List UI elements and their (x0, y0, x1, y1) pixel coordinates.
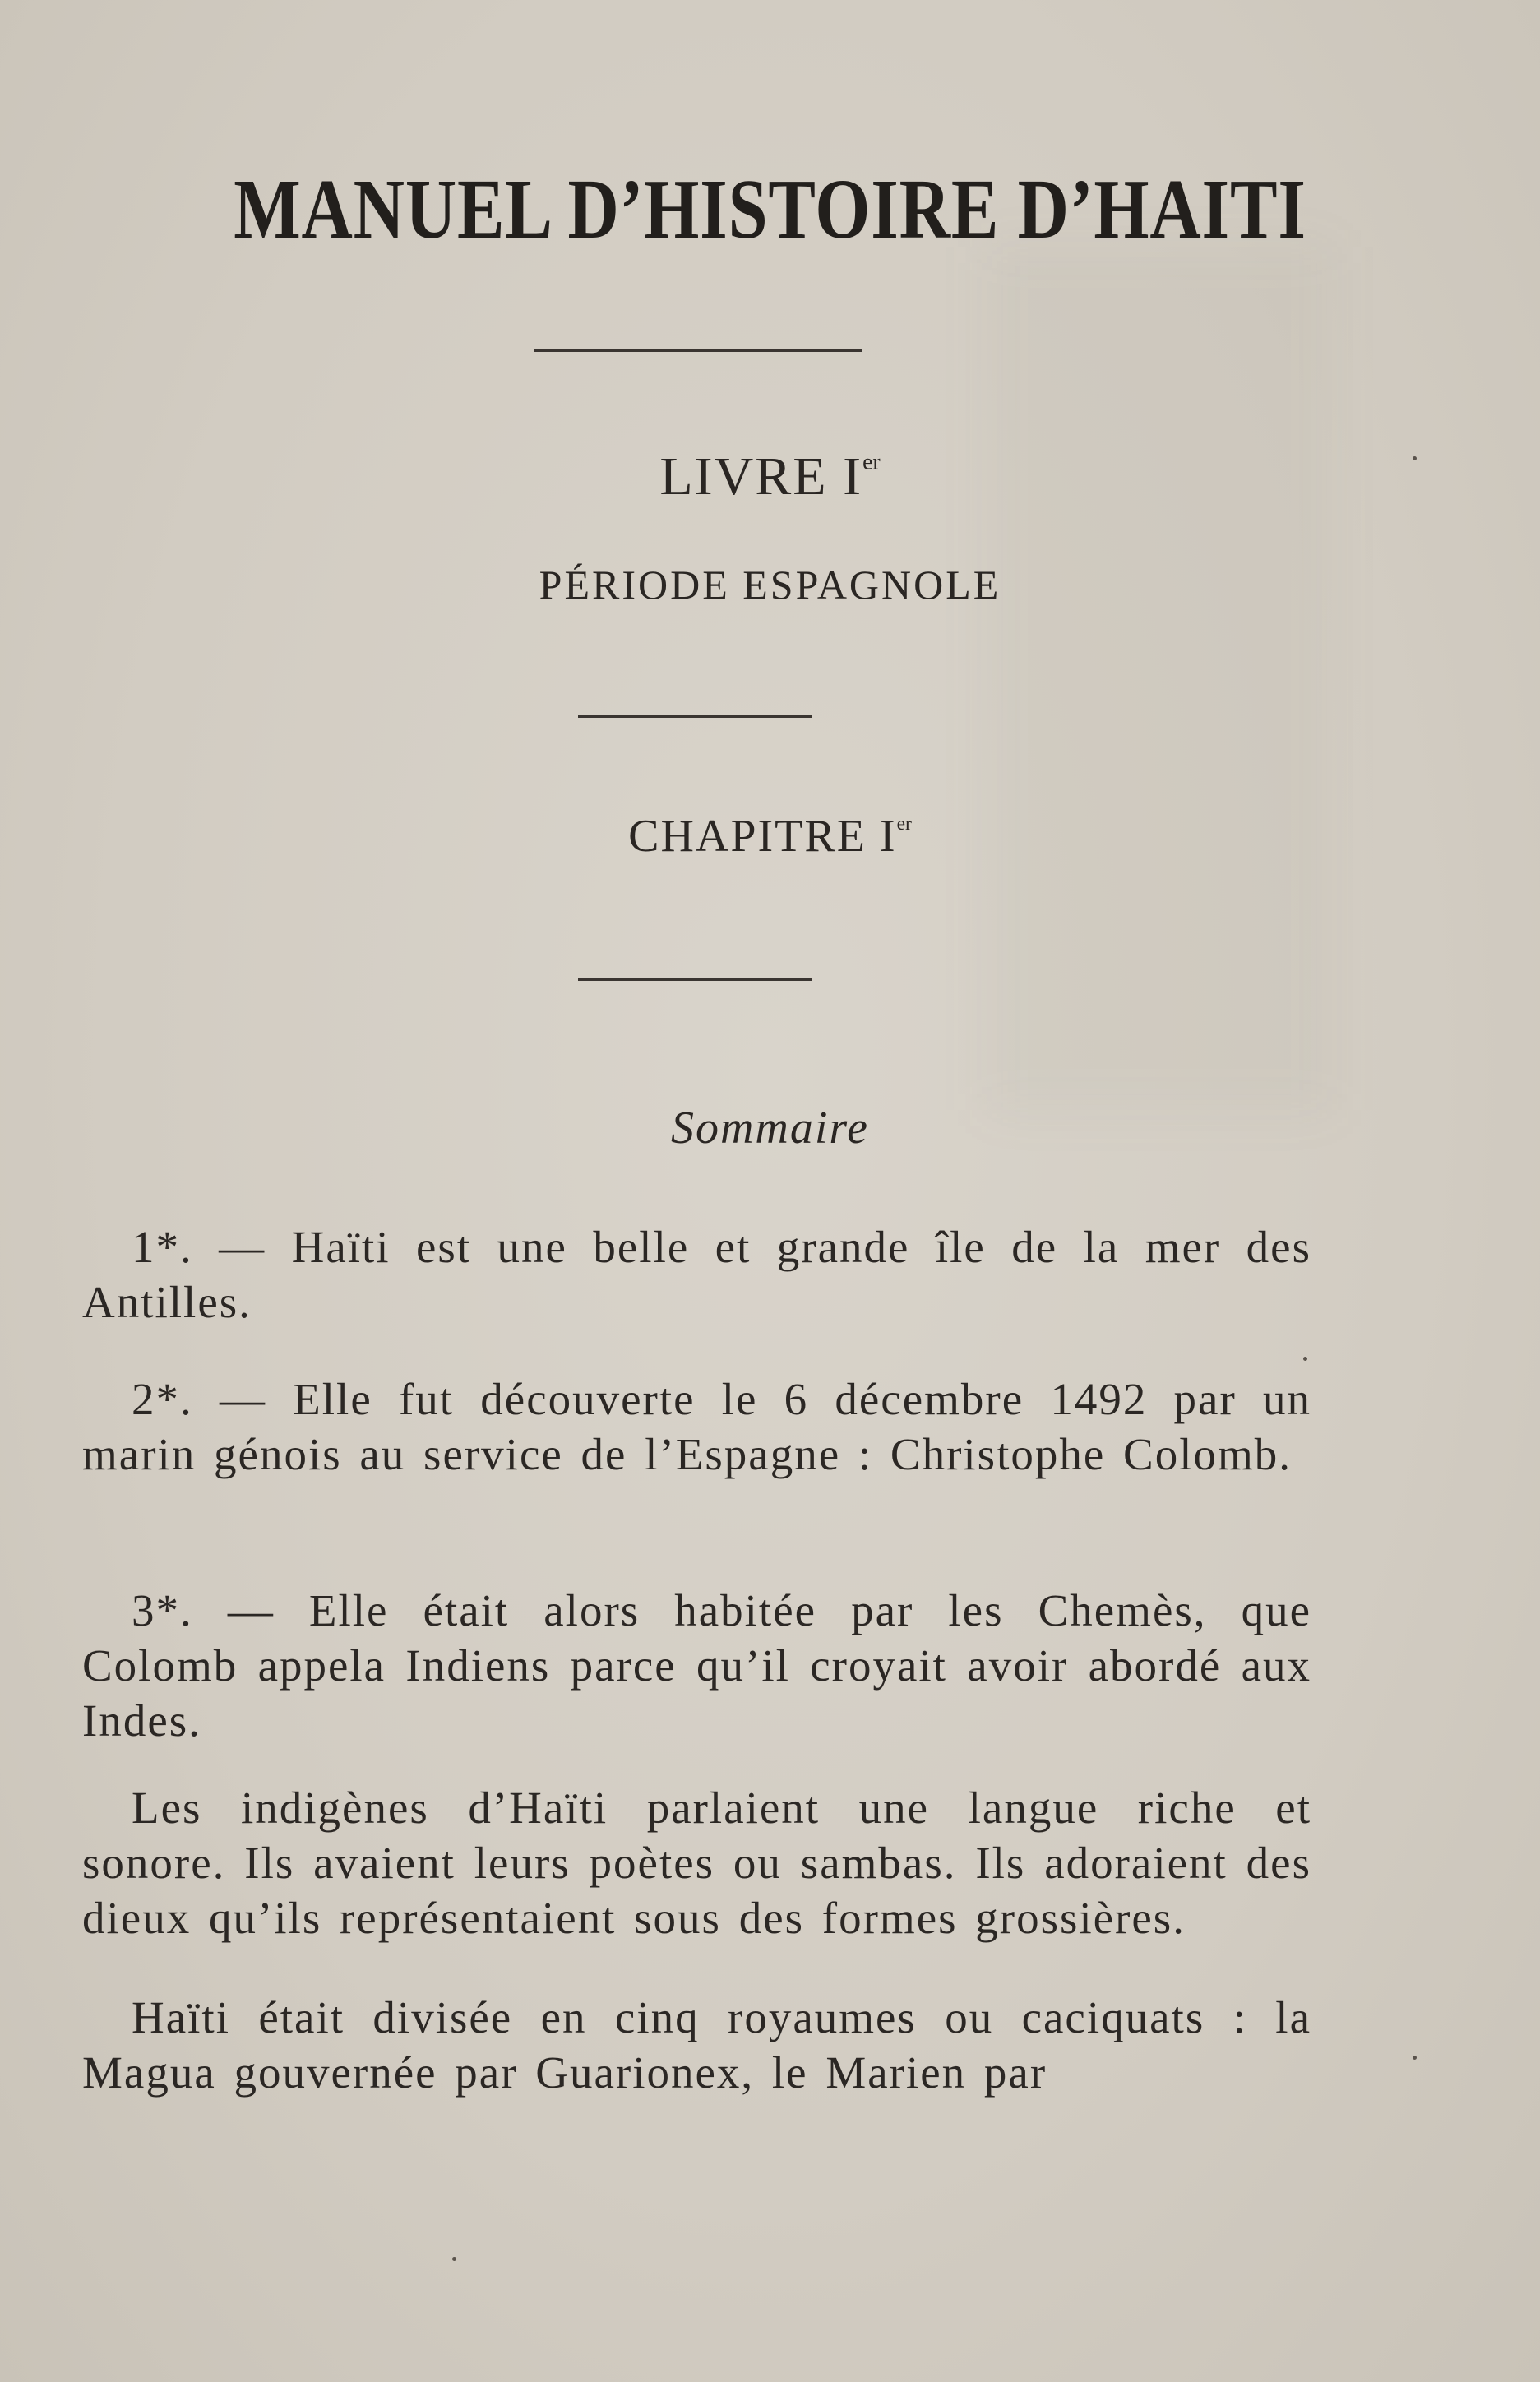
chapitre-superscript: er (896, 813, 912, 835)
periode-heading: PÉRIODE ESPAGNOLE (539, 562, 1001, 608)
paper-speck (452, 2257, 456, 2261)
paper-speck (1303, 1357, 1307, 1361)
paragraph-2-text: 2*. — Elle fut découverte le 6 décembre 1492 par un marin génois au service de l’Espagne : Christophe Colomb. (82, 1374, 1311, 1479)
paragraph-3 (82, 1583, 1311, 1748)
chapitre-label: CHAPITRE I (628, 811, 897, 862)
sommaire-heading: Sommaire (670, 1103, 869, 1154)
livre-heading (0, 446, 1540, 508)
chapitre-rule (578, 978, 812, 981)
title-rule (534, 349, 862, 352)
paragraph-5-text: Haïti était divisée en cinq royaumes ou caciquats : la Magua gouvernée par Guarionex, le Marien par (82, 1992, 1311, 2098)
paragraph-4 (82, 1780, 1311, 1945)
show-through-shadow (987, 247, 1332, 1110)
paragraph-5 (82, 1990, 1311, 2100)
paragraph-2 (82, 1371, 1311, 1482)
periode-rule (578, 715, 812, 718)
paper-speck (1413, 456, 1417, 460)
paragraph-3-text: 3*. — Elle était alors habitée par les Chemès, que Colomb appela Indiens parce qu’il croyait avoir abordé aux Indes. (82, 1585, 1311, 1746)
livre-label: LIVRE I (659, 446, 863, 506)
paragraph-1-text: 1*. — Haïti est une belle et grande île de la mer des Antilles. (82, 1222, 1311, 1327)
chapitre-heading (0, 810, 1540, 863)
livre-superscript: er (862, 448, 881, 474)
book-title: MANUEL D’HISTOIRE D’HAITI (234, 162, 1306, 257)
paragraph-4-text: Les indigènes d’Haïti parlaient une langue riche et sonore. Ils avaient leurs poètes ou sambas. Ils adoraient des dieux qu’ils représentaient sous des formes grossières. (82, 1783, 1311, 1943)
paper-speck (1413, 2056, 1417, 2060)
paragraph-1 (82, 1219, 1311, 1330)
